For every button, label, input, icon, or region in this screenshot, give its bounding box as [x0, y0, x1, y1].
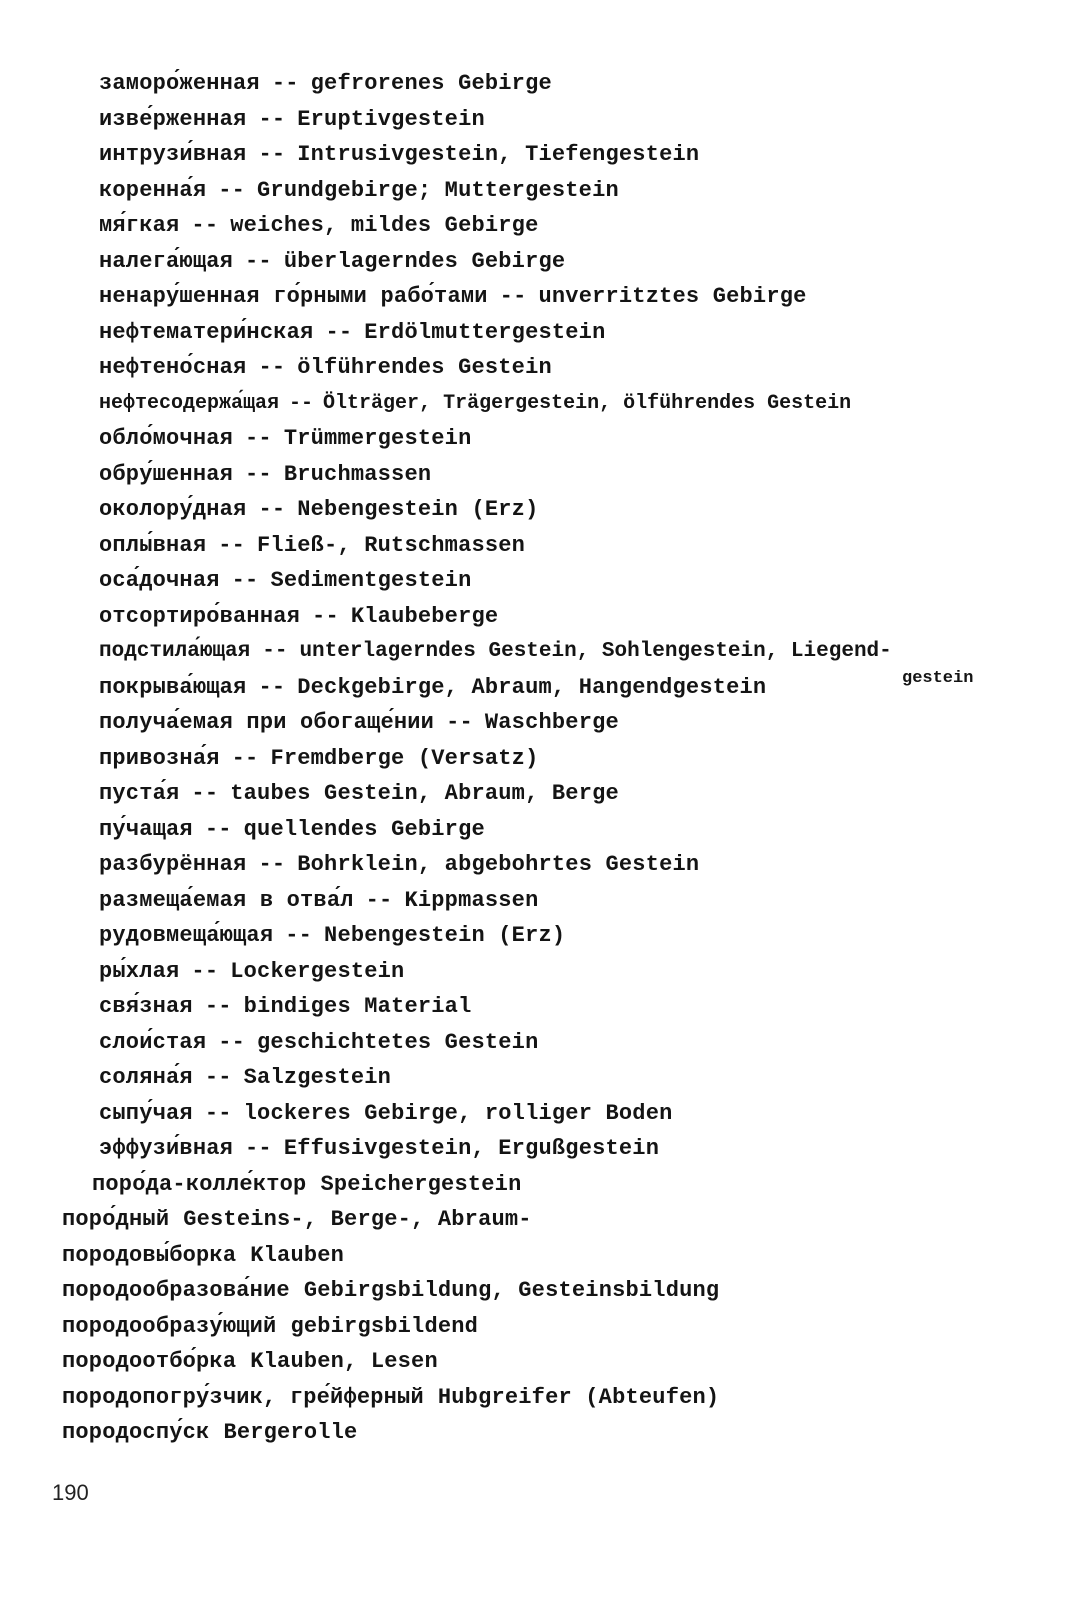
entry-row: [99, 354, 552, 382]
separator: --: [258, 107, 286, 132]
entry-row: [99, 780, 619, 808]
russian-headword: поро́да-колле́ктор: [92, 1172, 307, 1197]
separator: --: [271, 71, 299, 96]
russian-term: околору́дная: [99, 497, 247, 522]
russian-term: нефтематери́нская: [99, 320, 314, 345]
entry-row: [99, 106, 485, 134]
german-translation: Bergerolle: [223, 1420, 358, 1445]
entry-row: [99, 212, 538, 240]
german-translation: Effusivgestein, Ergußgestein: [283, 1136, 660, 1161]
separator: --: [258, 675, 286, 700]
separator: --: [262, 640, 288, 663]
russian-term: оплы́вная: [99, 533, 207, 558]
german-translation: Klauben: [250, 1243, 345, 1268]
entry-row: [99, 638, 892, 666]
entry-row: [99, 922, 565, 950]
separator: --: [231, 568, 259, 593]
russian-term: пу́чащая: [99, 817, 193, 842]
entry-row: [99, 603, 498, 631]
entry-row: [99, 532, 525, 560]
separator: --: [204, 817, 232, 842]
german-translation: Nebengestein (Erz): [324, 923, 566, 948]
entry-row: [99, 816, 485, 844]
german-translation: Nebengestein (Erz): [297, 497, 539, 522]
entry-row: [99, 390, 851, 418]
separator: --: [245, 462, 272, 487]
german-translation: Deckgebirge, Abraum, Hangendgestein: [297, 675, 767, 700]
russian-term: ры́хлая: [99, 959, 180, 984]
separator: --: [218, 178, 246, 203]
separator: --: [191, 213, 219, 238]
entry-row: [99, 887, 539, 915]
russian-term: отсортиро́ванная: [99, 604, 301, 629]
german-translation: Hubgreifer (Abteufen): [437, 1385, 720, 1410]
entry-row: [99, 70, 552, 98]
separator: --: [231, 746, 259, 771]
german-translation: quellendes Gebirge: [243, 817, 485, 842]
russian-headword: породовы́борка: [62, 1243, 237, 1268]
german-translation: Waschberge: [484, 710, 619, 735]
german-translation: Sedimentgestein: [270, 568, 472, 593]
entry-row: [99, 1064, 391, 1092]
russian-term: заморо́женная: [99, 71, 260, 96]
german-translation: weiches, mildes Gebirge: [230, 213, 539, 238]
entry-row: [99, 319, 606, 347]
page-number: 190: [52, 1480, 89, 1505]
german-translation: unterlagerndes Gestein, Sohlengestein, Liegend-: [299, 640, 892, 663]
entry-row: [99, 993, 471, 1021]
russian-term: получа́емая при обогаще́нии: [99, 710, 435, 735]
russian-term: ненару́шенная го́рными рабо́тами: [99, 284, 488, 309]
russian-term: слои́стая: [99, 1030, 207, 1055]
entry-row: [99, 177, 619, 205]
german-translation: Gebirgsbildung, Gesteinsbildung: [303, 1278, 720, 1303]
headword-row: [62, 1348, 438, 1376]
entry-row: [99, 283, 807, 311]
russian-term: нефтесодержа́щая: [99, 392, 280, 415]
separator: --: [204, 1101, 232, 1126]
continuation-text: gestein: [902, 669, 974, 688]
separator: --: [245, 249, 272, 274]
german-translation: Fließ-, Rutschmassen: [257, 533, 526, 558]
russian-term: соляна́я: [99, 1065, 193, 1090]
german-translation: Salzgestein: [243, 1065, 392, 1090]
entry-row: [99, 709, 619, 737]
separator: --: [204, 994, 232, 1019]
entry-row: [99, 496, 539, 524]
russian-term: обло́мочная: [99, 426, 234, 451]
entry-row: [99, 1100, 673, 1128]
separator: --: [204, 1065, 232, 1090]
entry-row: [99, 567, 471, 595]
headword-row: [62, 1419, 357, 1447]
russian-headword: породоотбо́рка: [62, 1349, 237, 1374]
russian-headword: породообразу́ющий: [62, 1314, 277, 1339]
separator: --: [218, 1030, 246, 1055]
russian-term: размеща́емая в отва́л: [99, 888, 354, 913]
german-translation: Ölträger, Trägergestein, ölführendes Gestein: [323, 392, 852, 415]
entry-row: [99, 425, 471, 453]
russian-term: эффузи́вная: [99, 1136, 234, 1161]
german-translation: gefrorenes Gebirge: [310, 71, 552, 96]
entry-row: [99, 674, 766, 702]
german-translation: bindiges Material: [243, 994, 472, 1019]
russian-term: нефтено́сная: [99, 355, 247, 380]
entry-row: [99, 958, 404, 986]
separator: --: [325, 320, 353, 345]
german-translation: Trümmergestein: [283, 426, 472, 451]
entry-row: [99, 745, 538, 773]
german-translation: Eruptivgestein: [297, 107, 485, 132]
russian-headword: поро́дный: [62, 1207, 170, 1232]
entry-row: [99, 248, 565, 276]
german-translation: geschichtetes Gestein: [257, 1030, 539, 1055]
russian-term: обру́шенная: [99, 462, 234, 487]
separator: --: [258, 355, 286, 380]
russian-term: разбурённая: [99, 852, 247, 877]
separator: --: [365, 888, 393, 913]
german-translation: Erdölmuttergestein: [364, 320, 606, 345]
separator: --: [285, 923, 313, 948]
german-translation: überlagerndes Gebirge: [283, 249, 566, 274]
german-translation: Klauben, Lesen: [250, 1349, 438, 1374]
headword-row: [62, 1384, 719, 1412]
russian-term: сыпу́чая: [99, 1101, 193, 1126]
separator: --: [258, 142, 286, 167]
german-translation: Intrusivgestein, Tiefengestein: [297, 142, 700, 167]
german-translation: gebirgsbildend: [290, 1314, 479, 1339]
german-translation: lockeres Gebirge, rolliger Boden: [243, 1101, 673, 1126]
separator: --: [446, 710, 473, 735]
german-translation: Grundgebirge; Muttergestein: [257, 178, 619, 203]
german-translation: Bruchmassen: [283, 462, 432, 487]
russian-term: рудовмеща́ющая: [99, 923, 274, 948]
russian-term: мя́гкая: [99, 213, 180, 238]
russian-headword: породообразова́ние: [62, 1278, 290, 1303]
russian-term: изве́рженная: [99, 107, 247, 132]
german-translation: ölführendes Gestein: [297, 355, 552, 380]
russian-term: интрузи́вная: [99, 142, 247, 167]
german-translation: Speichergestein: [320, 1172, 522, 1197]
separator: --: [191, 959, 219, 984]
separator: --: [258, 497, 286, 522]
entry-row: [99, 1135, 659, 1163]
separator: --: [499, 284, 527, 309]
german-translation: unverritztes Gebirge: [538, 284, 807, 309]
russian-term: привозна́я: [99, 746, 220, 771]
entry-row: [99, 461, 431, 489]
separator: --: [289, 392, 314, 415]
separator: --: [191, 781, 219, 806]
headword-row: [62, 1313, 478, 1341]
headword-row: [92, 1171, 521, 1199]
russian-headword: породоспу́ск: [62, 1420, 210, 1445]
german-translation: Fremdberge (Versatz): [270, 746, 539, 771]
separator: --: [312, 604, 339, 629]
headword-row: [62, 1242, 344, 1270]
russian-term: налега́ющая: [99, 249, 234, 274]
german-translation: taubes Gestein, Abraum, Berge: [230, 781, 619, 806]
german-translation: Kippmassen: [404, 888, 539, 913]
separator: --: [218, 533, 246, 558]
headword-row: [62, 1277, 719, 1305]
russian-term: оса́дочная: [99, 568, 220, 593]
german-translation: Bohrklein, abgebohrtes Gestein: [297, 852, 700, 877]
russian-term: пуста́я: [99, 781, 180, 806]
headword-row: [62, 1206, 532, 1234]
russian-term: коренна́я: [99, 178, 207, 203]
german-translation: Klaubeberge: [350, 604, 499, 629]
russian-term: покрыва́ющая: [99, 675, 247, 700]
entry-row: [99, 1029, 538, 1057]
german-translation: Gesteins-, Berge-, Abraum-: [183, 1207, 532, 1232]
russian-term: подстила́ющая: [99, 640, 251, 663]
separator: --: [245, 426, 272, 451]
entry-row: [99, 141, 699, 169]
russian-headword: породопогру́зчик, гре́йферный: [62, 1385, 424, 1410]
separator: --: [258, 852, 286, 877]
entry-row: [99, 851, 699, 879]
russian-term: свя́зная: [99, 994, 193, 1019]
separator: --: [245, 1136, 272, 1161]
german-translation: Lockergestein: [230, 959, 405, 984]
